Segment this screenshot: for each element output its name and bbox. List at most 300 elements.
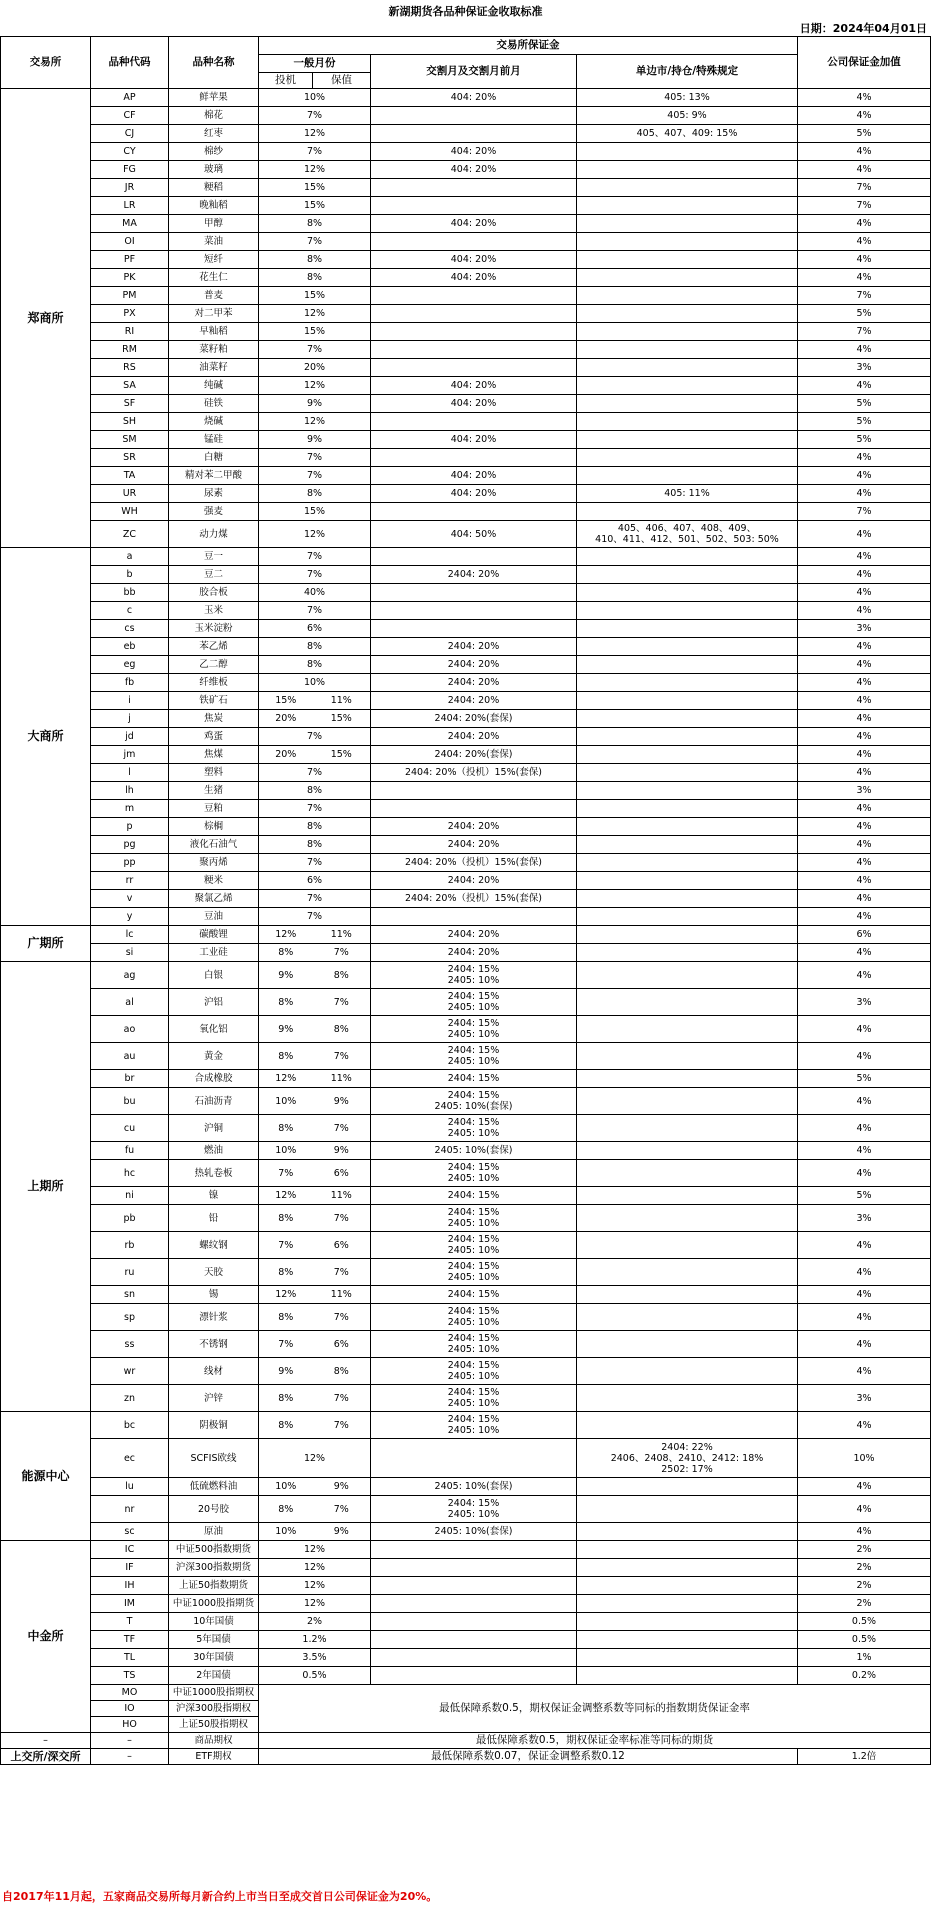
exchange-name: 上交所/深交所 — [1, 1749, 91, 1765]
spec-margin: 7% — [259, 800, 371, 818]
table-row — [1, 1496, 931, 1523]
spec-margin: 10% — [259, 674, 371, 692]
product-name: 尿素 — [169, 485, 259, 503]
special-margin — [577, 1232, 798, 1259]
delivery-margin: 404: 20% — [371, 269, 577, 287]
company-margin: 4% — [798, 1043, 931, 1070]
product-code: hc — [91, 1160, 169, 1187]
company-margin: 3% — [798, 620, 931, 638]
delivery-margin — [371, 449, 577, 467]
table-row — [1, 908, 931, 926]
special-margin: 2404: 22% 2406、2408、2410、2412: 18% 2502: 17% — [577, 1439, 798, 1478]
spec-margin: 8% — [259, 1115, 313, 1142]
special-margin — [577, 584, 798, 602]
delivery-margin: 2404: 15% — [371, 1286, 577, 1304]
delivery-margin: 2404: 15% 2405: 10% — [371, 1232, 577, 1259]
product-code: CF — [91, 107, 169, 125]
delivery-margin: 2404: 15% 2405: 10% — [371, 1304, 577, 1331]
special-margin — [577, 1205, 798, 1232]
company-margin: 1.2倍 — [798, 1749, 931, 1765]
company-margin: 5% — [798, 1187, 931, 1205]
special-margin — [577, 1577, 798, 1595]
special-margin — [577, 233, 798, 251]
product-name: 纯碱 — [169, 377, 259, 395]
option-note: 最低保障系数0.5，期权保证金调整系数等同标的指数期货保证金率 — [259, 1685, 931, 1733]
delivery-margin: 2404: 20% — [371, 566, 577, 584]
option-note: 最低保障系数0.5，期权保证金率标准等同标的期货 — [259, 1733, 931, 1749]
table-row — [1, 1160, 931, 1187]
spec-margin: 7% — [259, 107, 371, 125]
table-row — [1, 431, 931, 449]
delivery-margin: 2404: 20% — [371, 728, 577, 746]
company-margin: 2% — [798, 1541, 931, 1559]
product-name: 早籼稻 — [169, 323, 259, 341]
table-row — [1, 395, 931, 413]
product-code: fu — [91, 1142, 169, 1160]
hedge-margin: 7% — [313, 1412, 371, 1439]
company-margin: 4% — [798, 890, 931, 908]
table-row — [1, 710, 931, 728]
spec-margin: 1.2% — [259, 1631, 371, 1649]
product-name: 低硫燃料油 — [169, 1478, 259, 1496]
delivery-margin — [371, 413, 577, 431]
product-name: SCFIS欧线 — [169, 1439, 259, 1478]
hedge-margin: 7% — [313, 1043, 371, 1070]
product-name: 花生仁 — [169, 269, 259, 287]
delivery-margin: 2404: 20%（投机）15%(套保) — [371, 854, 577, 872]
product-code: CY — [91, 143, 169, 161]
table-row — [1, 890, 931, 908]
header-delivery-month: 交割月及交割月前月 — [371, 55, 577, 89]
product-code: SH — [91, 413, 169, 431]
company-margin: 4% — [798, 584, 931, 602]
special-margin — [577, 377, 798, 395]
table-row — [1, 89, 931, 107]
delivery-margin — [371, 287, 577, 305]
table-row — [1, 287, 931, 305]
product-name: 豆油 — [169, 908, 259, 926]
product-name: 红枣 — [169, 125, 259, 143]
product-code: nr — [91, 1496, 169, 1523]
product-name: 铁矿石 — [169, 692, 259, 710]
product-name: 漂针浆 — [169, 1304, 259, 1331]
spec-margin: 12% — [259, 377, 371, 395]
product-code: l — [91, 764, 169, 782]
spec-margin: 7% — [259, 1232, 313, 1259]
special-margin — [577, 1070, 798, 1088]
table-row — [1, 467, 931, 485]
product-name: 2年国债 — [169, 1667, 259, 1685]
delivery-margin: 2404: 15% 2405: 10% — [371, 1412, 577, 1439]
spec-margin: 20% — [259, 359, 371, 377]
header-exchange-margin: 交易所保证金 — [259, 37, 798, 55]
company-margin: 7% — [798, 197, 931, 215]
product-code: RS — [91, 359, 169, 377]
special-margin: 405: 9% — [577, 107, 798, 125]
product-name: 沪铜 — [169, 1115, 259, 1142]
product-code: SF — [91, 395, 169, 413]
product-code: WH — [91, 503, 169, 521]
table-row — [1, 359, 931, 377]
product-code: sn — [91, 1286, 169, 1304]
delivery-margin — [371, 1595, 577, 1613]
product-name: 菜籽粕 — [169, 341, 259, 359]
company-margin: 3% — [798, 359, 931, 377]
product-code: v — [91, 890, 169, 908]
product-code: CJ — [91, 125, 169, 143]
table-row — [1, 1331, 931, 1358]
spec-margin: 7% — [259, 908, 371, 926]
product-code: IF — [91, 1559, 169, 1577]
company-margin: 4% — [798, 818, 931, 836]
product-name: 硅铁 — [169, 395, 259, 413]
table-row — [1, 1541, 931, 1559]
delivery-margin — [371, 548, 577, 566]
spec-margin: 10% — [259, 1088, 313, 1115]
special-margin: 405: 13% — [577, 89, 798, 107]
company-margin: 5% — [798, 125, 931, 143]
special-margin — [577, 1358, 798, 1385]
company-margin: 4% — [798, 521, 931, 548]
spec-margin: 15% — [259, 197, 371, 215]
delivery-margin: 2405: 10%(套保) — [371, 1478, 577, 1496]
header-speculation: 投机 — [259, 73, 313, 89]
product-name: 沪锌 — [169, 1385, 259, 1412]
special-margin — [577, 413, 798, 431]
special-margin — [577, 305, 798, 323]
delivery-margin — [371, 125, 577, 143]
table-row — [1, 107, 931, 125]
spec-margin: 15% — [259, 503, 371, 521]
company-margin: 4% — [798, 467, 931, 485]
spec-margin: 9% — [259, 1358, 313, 1385]
table-row — [1, 341, 931, 359]
delivery-margin: 2404: 15% 2405: 10% — [371, 1205, 577, 1232]
delivery-margin: 2404: 15% 2405: 10% — [371, 989, 577, 1016]
product-code: IC — [91, 1541, 169, 1559]
product-code: eg — [91, 656, 169, 674]
product-code: bb — [91, 584, 169, 602]
product-name: 动力煤 — [169, 521, 259, 548]
delivery-margin — [371, 323, 577, 341]
special-margin — [577, 656, 798, 674]
hedge-margin: 6% — [313, 1331, 371, 1358]
special-margin — [577, 1595, 798, 1613]
table-row — [1, 1439, 931, 1478]
delivery-margin: 2404: 15% 2405: 10% — [371, 1331, 577, 1358]
table-row — [1, 1205, 931, 1232]
delivery-margin: 2404: 15% 2405: 10% — [371, 1115, 577, 1142]
delivery-margin — [371, 197, 577, 215]
special-margin — [577, 710, 798, 728]
table-row — [1, 674, 931, 692]
spec-margin: 9% — [259, 1016, 313, 1043]
product-code: sp — [91, 1304, 169, 1331]
spec-margin: 8% — [259, 269, 371, 287]
company-margin: 4% — [798, 710, 931, 728]
special-margin — [577, 269, 798, 287]
delivery-margin — [371, 602, 577, 620]
table-row — [1, 1478, 931, 1496]
table-row — [1, 1016, 931, 1043]
product-code: b — [91, 566, 169, 584]
hedge-margin: 6% — [313, 1232, 371, 1259]
product-name: 30年国债 — [169, 1649, 259, 1667]
company-margin: 4% — [798, 215, 931, 233]
spec-margin: 10% — [259, 1523, 313, 1541]
delivery-margin — [371, 1541, 577, 1559]
delivery-margin: 2404: 20% — [371, 656, 577, 674]
table-row — [1, 413, 931, 431]
delivery-margin: 2404: 15% — [371, 1187, 577, 1205]
hedge-margin: 7% — [313, 944, 371, 962]
hedge-margin: 6% — [313, 1160, 371, 1187]
delivery-margin: 404: 20% — [371, 143, 577, 161]
product-code: PF — [91, 251, 169, 269]
exchange-name: 能源中心 — [1, 1412, 91, 1541]
table-row — [1, 1304, 931, 1331]
delivery-margin: 404: 20% — [371, 251, 577, 269]
company-margin: 4% — [798, 1478, 931, 1496]
delivery-margin: 2404: 15% — [371, 1070, 577, 1088]
spec-margin: 8% — [259, 638, 371, 656]
table-row — [1, 215, 931, 233]
product-name: 商品期权 — [169, 1733, 259, 1749]
company-margin: 4% — [798, 638, 931, 656]
product-code: SR — [91, 449, 169, 467]
delivery-margin: 2404: 15% 2405: 10%(套保) — [371, 1088, 577, 1115]
special-margin — [577, 287, 798, 305]
company-margin: 4% — [798, 692, 931, 710]
special-margin — [577, 1286, 798, 1304]
product-code: pb — [91, 1205, 169, 1232]
delivery-margin: 2404: 20% — [371, 674, 577, 692]
exchange-name: 大商所 — [1, 548, 91, 926]
product-code: rb — [91, 1232, 169, 1259]
product-name: 油菜籽 — [169, 359, 259, 377]
delivery-margin: 2404: 20% — [371, 926, 577, 944]
special-margin — [577, 1385, 798, 1412]
product-name: 强麦 — [169, 503, 259, 521]
spec-margin: 0.5% — [259, 1667, 371, 1685]
spec-margin: 8% — [259, 1412, 313, 1439]
table-row — [1, 962, 931, 989]
product-code: jd — [91, 728, 169, 746]
table-row — [1, 251, 931, 269]
special-margin — [577, 359, 798, 377]
product-name: 阴极铜 — [169, 1412, 259, 1439]
product-code: TF — [91, 1631, 169, 1649]
product-name: 对二甲苯 — [169, 305, 259, 323]
product-name: 甲醇 — [169, 215, 259, 233]
spec-margin: 12% — [259, 125, 371, 143]
delivery-margin — [371, 359, 577, 377]
table-row — [1, 1187, 931, 1205]
table-row — [1, 1115, 931, 1142]
product-code: lu — [91, 1478, 169, 1496]
product-code: IM — [91, 1595, 169, 1613]
spec-margin: 12% — [259, 1541, 371, 1559]
product-code: cs — [91, 620, 169, 638]
delivery-margin: 2404: 20%（投机）15%(套保) — [371, 890, 577, 908]
product-name: 聚丙烯 — [169, 854, 259, 872]
special-margin — [577, 341, 798, 359]
product-code: IH — [91, 1577, 169, 1595]
spec-margin: 12% — [259, 1070, 313, 1088]
product-code: LR — [91, 197, 169, 215]
hedge-margin: 11% — [313, 1070, 371, 1088]
product-name: 白糖 — [169, 449, 259, 467]
table-row — [1, 728, 931, 746]
header-special-rule: 单边市/持仓/特殊规定 — [577, 55, 798, 89]
table-body — [1, 89, 931, 1765]
product-name: 螺纹钢 — [169, 1232, 259, 1259]
company-margin: 4% — [798, 143, 931, 161]
company-margin: 4% — [798, 800, 931, 818]
special-margin — [577, 1541, 798, 1559]
product-name: 精对苯二甲酸 — [169, 467, 259, 485]
product-code: ao — [91, 1016, 169, 1043]
product-name: 沪深300股指期权 — [169, 1701, 259, 1717]
company-margin: 4% — [798, 233, 931, 251]
company-margin: 4% — [798, 548, 931, 566]
delivery-margin: 404: 50% — [371, 521, 577, 548]
product-name: 工业硅 — [169, 944, 259, 962]
company-margin: 4% — [798, 251, 931, 269]
product-name: 玉米淀粉 — [169, 620, 259, 638]
table-row — [1, 1613, 931, 1631]
product-name: 碳酸锂 — [169, 926, 259, 944]
product-code: pp — [91, 854, 169, 872]
delivery-margin: 2405: 10%(套保) — [371, 1523, 577, 1541]
spec-margin: 8% — [259, 1043, 313, 1070]
company-margin: 4% — [798, 854, 931, 872]
company-margin: 7% — [798, 323, 931, 341]
company-margin: 4% — [798, 1286, 931, 1304]
special-margin — [577, 1412, 798, 1439]
spec-margin: 10% — [259, 1478, 313, 1496]
product-name: 粳米 — [169, 872, 259, 890]
delivery-margin — [371, 1577, 577, 1595]
product-name: 沪铝 — [169, 989, 259, 1016]
delivery-margin: 2404: 15% 2405: 10% — [371, 1043, 577, 1070]
product-name: 棕榈 — [169, 818, 259, 836]
spec-margin: 8% — [259, 836, 371, 854]
special-margin — [577, 449, 798, 467]
company-margin: 5% — [798, 431, 931, 449]
product-name: 普麦 — [169, 287, 259, 305]
product-code: ru — [91, 1259, 169, 1286]
spec-margin: 7% — [259, 566, 371, 584]
product-name: 线材 — [169, 1358, 259, 1385]
company-margin: 5% — [798, 305, 931, 323]
company-margin: 4% — [798, 1160, 931, 1187]
exchange-name: 郑商所 — [1, 89, 91, 548]
header-general-month: 一般月份 — [259, 55, 371, 73]
company-margin: 4% — [798, 656, 931, 674]
product-code: SA — [91, 377, 169, 395]
delivery-margin: 404: 20% — [371, 161, 577, 179]
table-row — [1, 197, 931, 215]
spec-margin: 7% — [259, 233, 371, 251]
special-margin — [577, 692, 798, 710]
company-margin: 4% — [798, 1115, 931, 1142]
spec-margin: 12% — [259, 1286, 313, 1304]
delivery-margin — [371, 620, 577, 638]
company-margin: 4% — [798, 1259, 931, 1286]
special-margin — [577, 1478, 798, 1496]
spec-margin: 12% — [259, 161, 371, 179]
delivery-margin: 404: 20% — [371, 395, 577, 413]
spec-margin: 7% — [259, 1331, 313, 1358]
spec-margin: 7% — [259, 602, 371, 620]
delivery-margin — [371, 1559, 577, 1577]
table-row — [1, 503, 931, 521]
header-exchange: 交易所 — [1, 37, 91, 89]
hedge-margin: 9% — [313, 1142, 371, 1160]
special-margin: 405: 11% — [577, 485, 798, 503]
company-margin: 5% — [798, 1070, 931, 1088]
company-margin: 3% — [798, 1385, 931, 1412]
special-margin — [577, 323, 798, 341]
product-name: 合成橡胶 — [169, 1070, 259, 1088]
company-margin: 3% — [798, 782, 931, 800]
delivery-margin — [371, 800, 577, 818]
table-row — [1, 269, 931, 287]
special-margin — [577, 1016, 798, 1043]
delivery-margin: 404: 20% — [371, 431, 577, 449]
delivery-margin: 2404: 15% 2405: 10% — [371, 1385, 577, 1412]
product-name: 豆一 — [169, 548, 259, 566]
table-row — [1, 1232, 931, 1259]
table-row — [1, 485, 931, 503]
special-margin — [577, 503, 798, 521]
hedge-margin: 7% — [313, 1205, 371, 1232]
special-margin — [577, 251, 798, 269]
special-margin — [577, 1043, 798, 1070]
product-name: 液化石油气 — [169, 836, 259, 854]
table-row — [1, 1385, 931, 1412]
special-margin — [577, 431, 798, 449]
product-name: 氧化铝 — [169, 1016, 259, 1043]
hedge-margin: 15% — [313, 710, 371, 728]
product-code: jm — [91, 746, 169, 764]
special-margin — [577, 962, 798, 989]
table-row — [1, 1631, 931, 1649]
product-name: 焦煤 — [169, 746, 259, 764]
spec-margin: 7% — [259, 1160, 313, 1187]
special-margin — [577, 215, 798, 233]
table-row — [1, 944, 931, 962]
company-margin: 4% — [798, 107, 931, 125]
product-code: RM — [91, 341, 169, 359]
table-row — [1, 566, 931, 584]
product-name: 鸡蛋 — [169, 728, 259, 746]
company-margin: 3% — [798, 1205, 931, 1232]
delivery-margin — [371, 584, 577, 602]
company-margin: 5% — [798, 413, 931, 431]
product-code: ss — [91, 1331, 169, 1358]
table-row — [1, 143, 931, 161]
spec-margin: 12% — [259, 1559, 371, 1577]
hedge-margin: 15% — [313, 746, 371, 764]
product-code: MA — [91, 215, 169, 233]
product-name: 胶合板 — [169, 584, 259, 602]
company-margin: 4% — [798, 908, 931, 926]
spec-margin: 8% — [259, 251, 371, 269]
table-row — [1, 620, 931, 638]
hedge-margin: 7% — [313, 989, 371, 1016]
